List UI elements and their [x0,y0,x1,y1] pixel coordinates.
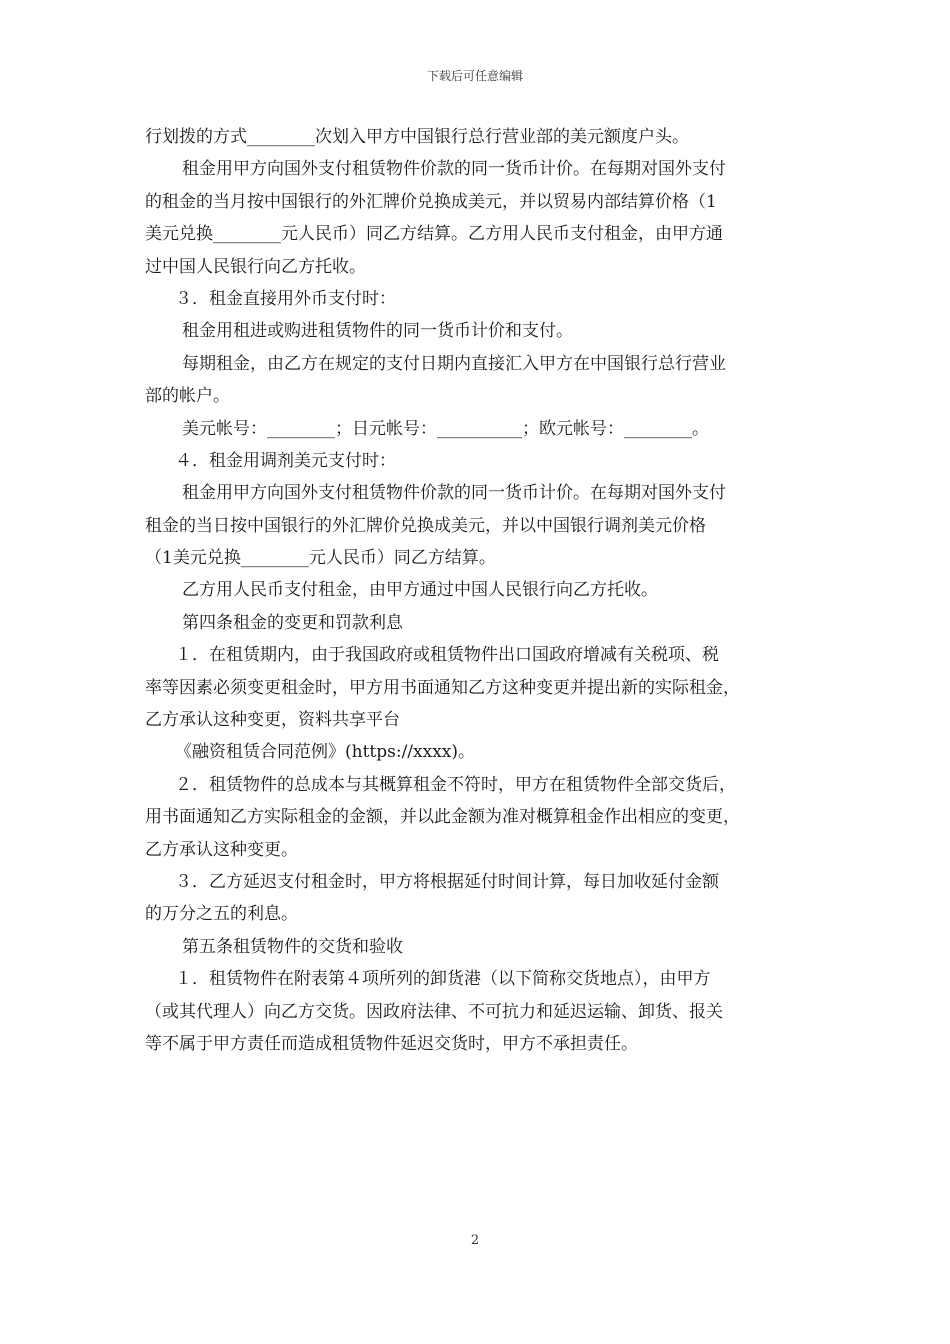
text-line: 租金用租进或购进租赁物件的同一货币计价和支付。 [182,321,573,342]
text-line: 乙方承认这种变更。 [145,839,298,860]
text-line: 的租金的当月按中国银行的外汇牌价兑换成美元，并以贸易内部结算价格（1 [145,191,717,212]
text-line: 每期租金，由乙方在规定的支付日期内直接汇入甲方在中国银行总行营业 [182,353,726,374]
text-line: 行划拨的方式________次划入甲方中国银行总行营业部的美元额度户头。 [145,127,689,147]
text-line: 租金用甲方向国外支付租赁物件价款的同一货币计价。在每期对国外支付 [182,483,726,504]
text-line: 过中国人民银行向乙方托收。 [145,256,366,277]
text-line: ２．租赁物件的总成本与其概算租金不符时，甲方在租赁物件全部交货后， [175,774,736,795]
text-line: ４．租金用调剂美元支付时： [175,450,396,471]
section-heading: 第五条租赁物件的交货和验收 [182,936,403,957]
text-line: 的万分之五的利息。 [145,904,298,925]
text-line: ３．租金直接用外币支付时： [175,288,396,309]
text-line: １．租赁物件在附表第４项所列的卸货港（以下简称交货地点），由甲方 [175,969,711,990]
page-header: 下载后可任意编辑 [426,69,523,83]
section-heading: 第四条租金的变更和罚款利息 [182,612,403,633]
text-line: （或其代理人）向乙方交货。因政府法律、不可抗力和延迟运输、卸货、报关 [145,1001,723,1022]
page-number: 2 [470,1233,480,1248]
text-line: 乙方用人民币支付租金，由甲方通过中国人民银行向乙方托收。 [182,580,658,601]
text-line: 租金用甲方向国外支付租赁物件价款的同一货币计价。在每期对国外支付 [182,159,726,180]
document-body [145,121,810,1060]
text-line: 乙方承认这种变更，资料共享平台 [145,710,400,731]
text-line: 用书面通知乙方实际租金的金额，并以此金额为准对概算租金作出相应的变更， [145,807,740,828]
text-line: 等不属于甲方责任而造成租赁物件延迟交货时，甲方不承担责任。 [145,1033,638,1054]
text-line: ３．乙方延迟支付租金时，甲方将根据延付时间计算，每日加收延付金额 [175,871,719,892]
text-line: １．在租赁期内，由于我国政府或租赁物件出口国政府增减有关税项、税 [175,645,719,666]
text-line: 租金的当日按中国银行的外汇牌价兑换成美元，并以中国银行调剂美元价格 [145,515,706,536]
text-line: （1美元兑换________元人民币）同乙方结算。 [145,548,496,569]
text-line: 美元兑换________元人民币）同乙方结算。乙方用人民币支付租金，由甲方通 [145,224,723,245]
text-line: 部的帐户。 [145,386,230,407]
text-line: 《融资租赁合同范例》(https://xxxx)。 [175,742,476,763]
text-line: 率等因素必须变更租金时，甲方用书面通知乙方这种变更并提出新的实际租金， [145,677,740,698]
text-line: 美元帐号：________；日元帐号：__________；欧元帐号：________。 [182,418,709,439]
